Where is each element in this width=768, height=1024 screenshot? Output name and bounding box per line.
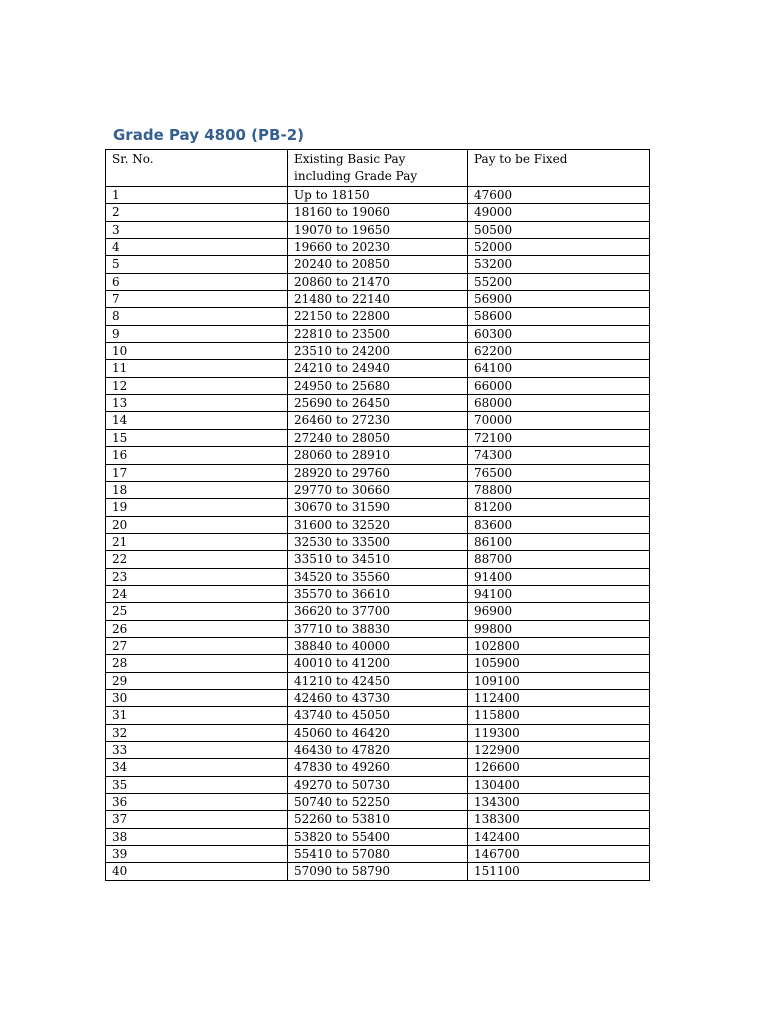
cell-sr-no: 19 <box>106 499 288 516</box>
pay-fixation-table <box>105 149 650 881</box>
table-row <box>106 846 650 863</box>
cell-existing-basic-pay: 37710 to 38830 <box>288 620 468 637</box>
cell-sr-no: 32 <box>106 724 288 741</box>
cell-sr-no: 29 <box>106 672 288 689</box>
cell-existing-basic-pay: 46430 to 47820 <box>288 742 468 759</box>
cell-pay-to-be-fixed: 56900 <box>468 291 650 308</box>
cell-sr-no: 5 <box>106 256 288 273</box>
table-row <box>106 204 650 221</box>
table-row <box>106 499 650 516</box>
cell-sr-no: 40 <box>106 863 288 880</box>
table-header <box>106 150 650 187</box>
cell-sr-no: 13 <box>106 395 288 412</box>
cell-existing-basic-pay: 50740 to 52250 <box>288 794 468 811</box>
cell-pay-to-be-fixed: 50500 <box>468 221 650 238</box>
cell-existing-basic-pay: 42460 to 43730 <box>288 689 468 706</box>
cell-sr-no: 11 <box>106 360 288 377</box>
table-row <box>106 533 650 550</box>
cell-sr-no: 3 <box>106 221 288 238</box>
header-sr-no: Sr. No. <box>106 150 288 187</box>
cell-pay-to-be-fixed: 105900 <box>468 655 650 672</box>
cell-existing-basic-pay: 40010 to 41200 <box>288 655 468 672</box>
table-row <box>106 516 650 533</box>
cell-existing-basic-pay: 36620 to 37700 <box>288 603 468 620</box>
cell-existing-basic-pay: 24210 to 24940 <box>288 360 468 377</box>
table-row <box>106 794 650 811</box>
cell-sr-no: 27 <box>106 637 288 654</box>
cell-pay-to-be-fixed: 68000 <box>468 395 650 412</box>
table-row <box>106 551 650 568</box>
cell-pay-to-be-fixed: 83600 <box>468 516 650 533</box>
cell-existing-basic-pay: 19070 to 19650 <box>288 221 468 238</box>
cell-existing-basic-pay: 29770 to 30660 <box>288 481 468 498</box>
page-title: Grade Pay 4800 (PB-2) <box>113 126 304 144</box>
cell-pay-to-be-fixed: 55200 <box>468 273 650 290</box>
cell-pay-to-be-fixed: 126600 <box>468 759 650 776</box>
cell-pay-to-be-fixed: 119300 <box>468 724 650 741</box>
cell-existing-basic-pay: 49270 to 50730 <box>288 776 468 793</box>
cell-pay-to-be-fixed: 74300 <box>468 447 650 464</box>
header-pay-to-be-fixed: Pay to be Fixed <box>468 150 650 187</box>
table-row <box>106 412 650 429</box>
cell-existing-basic-pay: 30670 to 31590 <box>288 499 468 516</box>
table-row <box>106 343 650 360</box>
table-row <box>106 273 650 290</box>
cell-pay-to-be-fixed: 142400 <box>468 828 650 845</box>
cell-pay-to-be-fixed: 53200 <box>468 256 650 273</box>
cell-pay-to-be-fixed: 64100 <box>468 360 650 377</box>
cell-sr-no: 9 <box>106 325 288 342</box>
table-row <box>106 360 650 377</box>
cell-existing-basic-pay: 31600 to 32520 <box>288 516 468 533</box>
cell-pay-to-be-fixed: 49000 <box>468 204 650 221</box>
cell-pay-to-be-fixed: 72100 <box>468 429 650 446</box>
header-existing-basic-pay: Existing Basic Pay including Grade Pay <box>288 150 468 187</box>
cell-pay-to-be-fixed: 47600 <box>468 187 650 204</box>
cell-sr-no: 38 <box>106 828 288 845</box>
table-row <box>106 759 650 776</box>
cell-pay-to-be-fixed: 58600 <box>468 308 650 325</box>
cell-existing-basic-pay: 18160 to 19060 <box>288 204 468 221</box>
cell-sr-no: 31 <box>106 707 288 724</box>
cell-pay-to-be-fixed: 109100 <box>468 672 650 689</box>
cell-pay-to-be-fixed: 122900 <box>468 742 650 759</box>
cell-pay-to-be-fixed: 62200 <box>468 343 650 360</box>
cell-sr-no: 2 <box>106 204 288 221</box>
cell-existing-basic-pay: 27240 to 28050 <box>288 429 468 446</box>
table-row <box>106 776 650 793</box>
cell-pay-to-be-fixed: 52000 <box>468 239 650 256</box>
cell-pay-to-be-fixed: 94100 <box>468 585 650 602</box>
cell-existing-basic-pay: 19660 to 20230 <box>288 239 468 256</box>
cell-pay-to-be-fixed: 151100 <box>468 863 650 880</box>
cell-existing-basic-pay: Up to 18150 <box>288 187 468 204</box>
table-row <box>106 256 650 273</box>
cell-sr-no: 26 <box>106 620 288 637</box>
cell-sr-no: 39 <box>106 846 288 863</box>
table-row <box>106 828 650 845</box>
cell-pay-to-be-fixed: 86100 <box>468 533 650 550</box>
cell-sr-no: 36 <box>106 794 288 811</box>
cell-existing-basic-pay: 34520 to 35560 <box>288 568 468 585</box>
table-row <box>106 672 650 689</box>
cell-existing-basic-pay: 22150 to 22800 <box>288 308 468 325</box>
cell-existing-basic-pay: 55410 to 57080 <box>288 846 468 863</box>
cell-pay-to-be-fixed: 130400 <box>468 776 650 793</box>
cell-sr-no: 15 <box>106 429 288 446</box>
cell-sr-no: 24 <box>106 585 288 602</box>
cell-sr-no: 21 <box>106 533 288 550</box>
table-row <box>106 395 650 412</box>
cell-existing-basic-pay: 38840 to 40000 <box>288 637 468 654</box>
cell-sr-no: 6 <box>106 273 288 290</box>
table-row <box>106 655 650 672</box>
cell-pay-to-be-fixed: 146700 <box>468 846 650 863</box>
cell-existing-basic-pay: 28060 to 28910 <box>288 447 468 464</box>
table-row <box>106 707 650 724</box>
cell-existing-basic-pay: 26460 to 27230 <box>288 412 468 429</box>
cell-pay-to-be-fixed: 66000 <box>468 377 650 394</box>
table-row <box>106 481 650 498</box>
table-row <box>106 568 650 585</box>
cell-sr-no: 16 <box>106 447 288 464</box>
table-row <box>106 603 650 620</box>
cell-existing-basic-pay: 35570 to 36610 <box>288 585 468 602</box>
table-row <box>106 221 650 238</box>
cell-pay-to-be-fixed: 91400 <box>468 568 650 585</box>
cell-pay-to-be-fixed: 134300 <box>468 794 650 811</box>
cell-sr-no: 18 <box>106 481 288 498</box>
cell-sr-no: 22 <box>106 551 288 568</box>
table-row <box>106 620 650 637</box>
cell-existing-basic-pay: 52260 to 53810 <box>288 811 468 828</box>
cell-sr-no: 7 <box>106 291 288 308</box>
cell-pay-to-be-fixed: 115800 <box>468 707 650 724</box>
cell-existing-basic-pay: 41210 to 42450 <box>288 672 468 689</box>
cell-existing-basic-pay: 28920 to 29760 <box>288 464 468 481</box>
cell-sr-no: 35 <box>106 776 288 793</box>
cell-pay-to-be-fixed: 70000 <box>468 412 650 429</box>
table-row <box>106 724 650 741</box>
cell-pay-to-be-fixed: 78800 <box>468 481 650 498</box>
cell-sr-no: 33 <box>106 742 288 759</box>
cell-existing-basic-pay: 23510 to 24200 <box>288 343 468 360</box>
cell-existing-basic-pay: 20860 to 21470 <box>288 273 468 290</box>
cell-existing-basic-pay: 57090 to 58790 <box>288 863 468 880</box>
cell-existing-basic-pay: 20240 to 20850 <box>288 256 468 273</box>
cell-sr-no: 4 <box>106 239 288 256</box>
cell-existing-basic-pay: 53820 to 55400 <box>288 828 468 845</box>
cell-sr-no: 8 <box>106 308 288 325</box>
cell-sr-no: 23 <box>106 568 288 585</box>
table-body <box>106 187 650 881</box>
table-row <box>106 377 650 394</box>
cell-pay-to-be-fixed: 112400 <box>468 689 650 706</box>
cell-sr-no: 37 <box>106 811 288 828</box>
cell-pay-to-be-fixed: 81200 <box>468 499 650 516</box>
table-row <box>106 429 650 446</box>
cell-existing-basic-pay: 47830 to 49260 <box>288 759 468 776</box>
cell-pay-to-be-fixed: 102800 <box>468 637 650 654</box>
cell-sr-no: 34 <box>106 759 288 776</box>
table-row <box>106 811 650 828</box>
cell-existing-basic-pay: 22810 to 23500 <box>288 325 468 342</box>
cell-existing-basic-pay: 25690 to 26450 <box>288 395 468 412</box>
table-row <box>106 863 650 880</box>
cell-pay-to-be-fixed: 76500 <box>468 464 650 481</box>
table-row <box>106 291 650 308</box>
cell-sr-no: 14 <box>106 412 288 429</box>
cell-pay-to-be-fixed: 88700 <box>468 551 650 568</box>
cell-sr-no: 17 <box>106 464 288 481</box>
table-row <box>106 742 650 759</box>
table-row <box>106 239 650 256</box>
table-row <box>106 585 650 602</box>
cell-pay-to-be-fixed: 99800 <box>468 620 650 637</box>
cell-existing-basic-pay: 45060 to 46420 <box>288 724 468 741</box>
cell-existing-basic-pay: 24950 to 25680 <box>288 377 468 394</box>
table-row <box>106 637 650 654</box>
cell-existing-basic-pay: 32530 to 33500 <box>288 533 468 550</box>
cell-pay-to-be-fixed: 96900 <box>468 603 650 620</box>
table-row <box>106 308 650 325</box>
cell-existing-basic-pay: 33510 to 34510 <box>288 551 468 568</box>
cell-sr-no: 20 <box>106 516 288 533</box>
header-row <box>106 150 650 187</box>
cell-sr-no: 28 <box>106 655 288 672</box>
table-row <box>106 689 650 706</box>
table-row <box>106 187 650 204</box>
cell-sr-no: 12 <box>106 377 288 394</box>
cell-sr-no: 1 <box>106 187 288 204</box>
table-row <box>106 447 650 464</box>
cell-existing-basic-pay: 43740 to 45050 <box>288 707 468 724</box>
cell-sr-no: 25 <box>106 603 288 620</box>
cell-sr-no: 10 <box>106 343 288 360</box>
table-row <box>106 464 650 481</box>
cell-pay-to-be-fixed: 138300 <box>468 811 650 828</box>
table-row <box>106 325 650 342</box>
cell-pay-to-be-fixed: 60300 <box>468 325 650 342</box>
cell-sr-no: 30 <box>106 689 288 706</box>
cell-existing-basic-pay: 21480 to 22140 <box>288 291 468 308</box>
